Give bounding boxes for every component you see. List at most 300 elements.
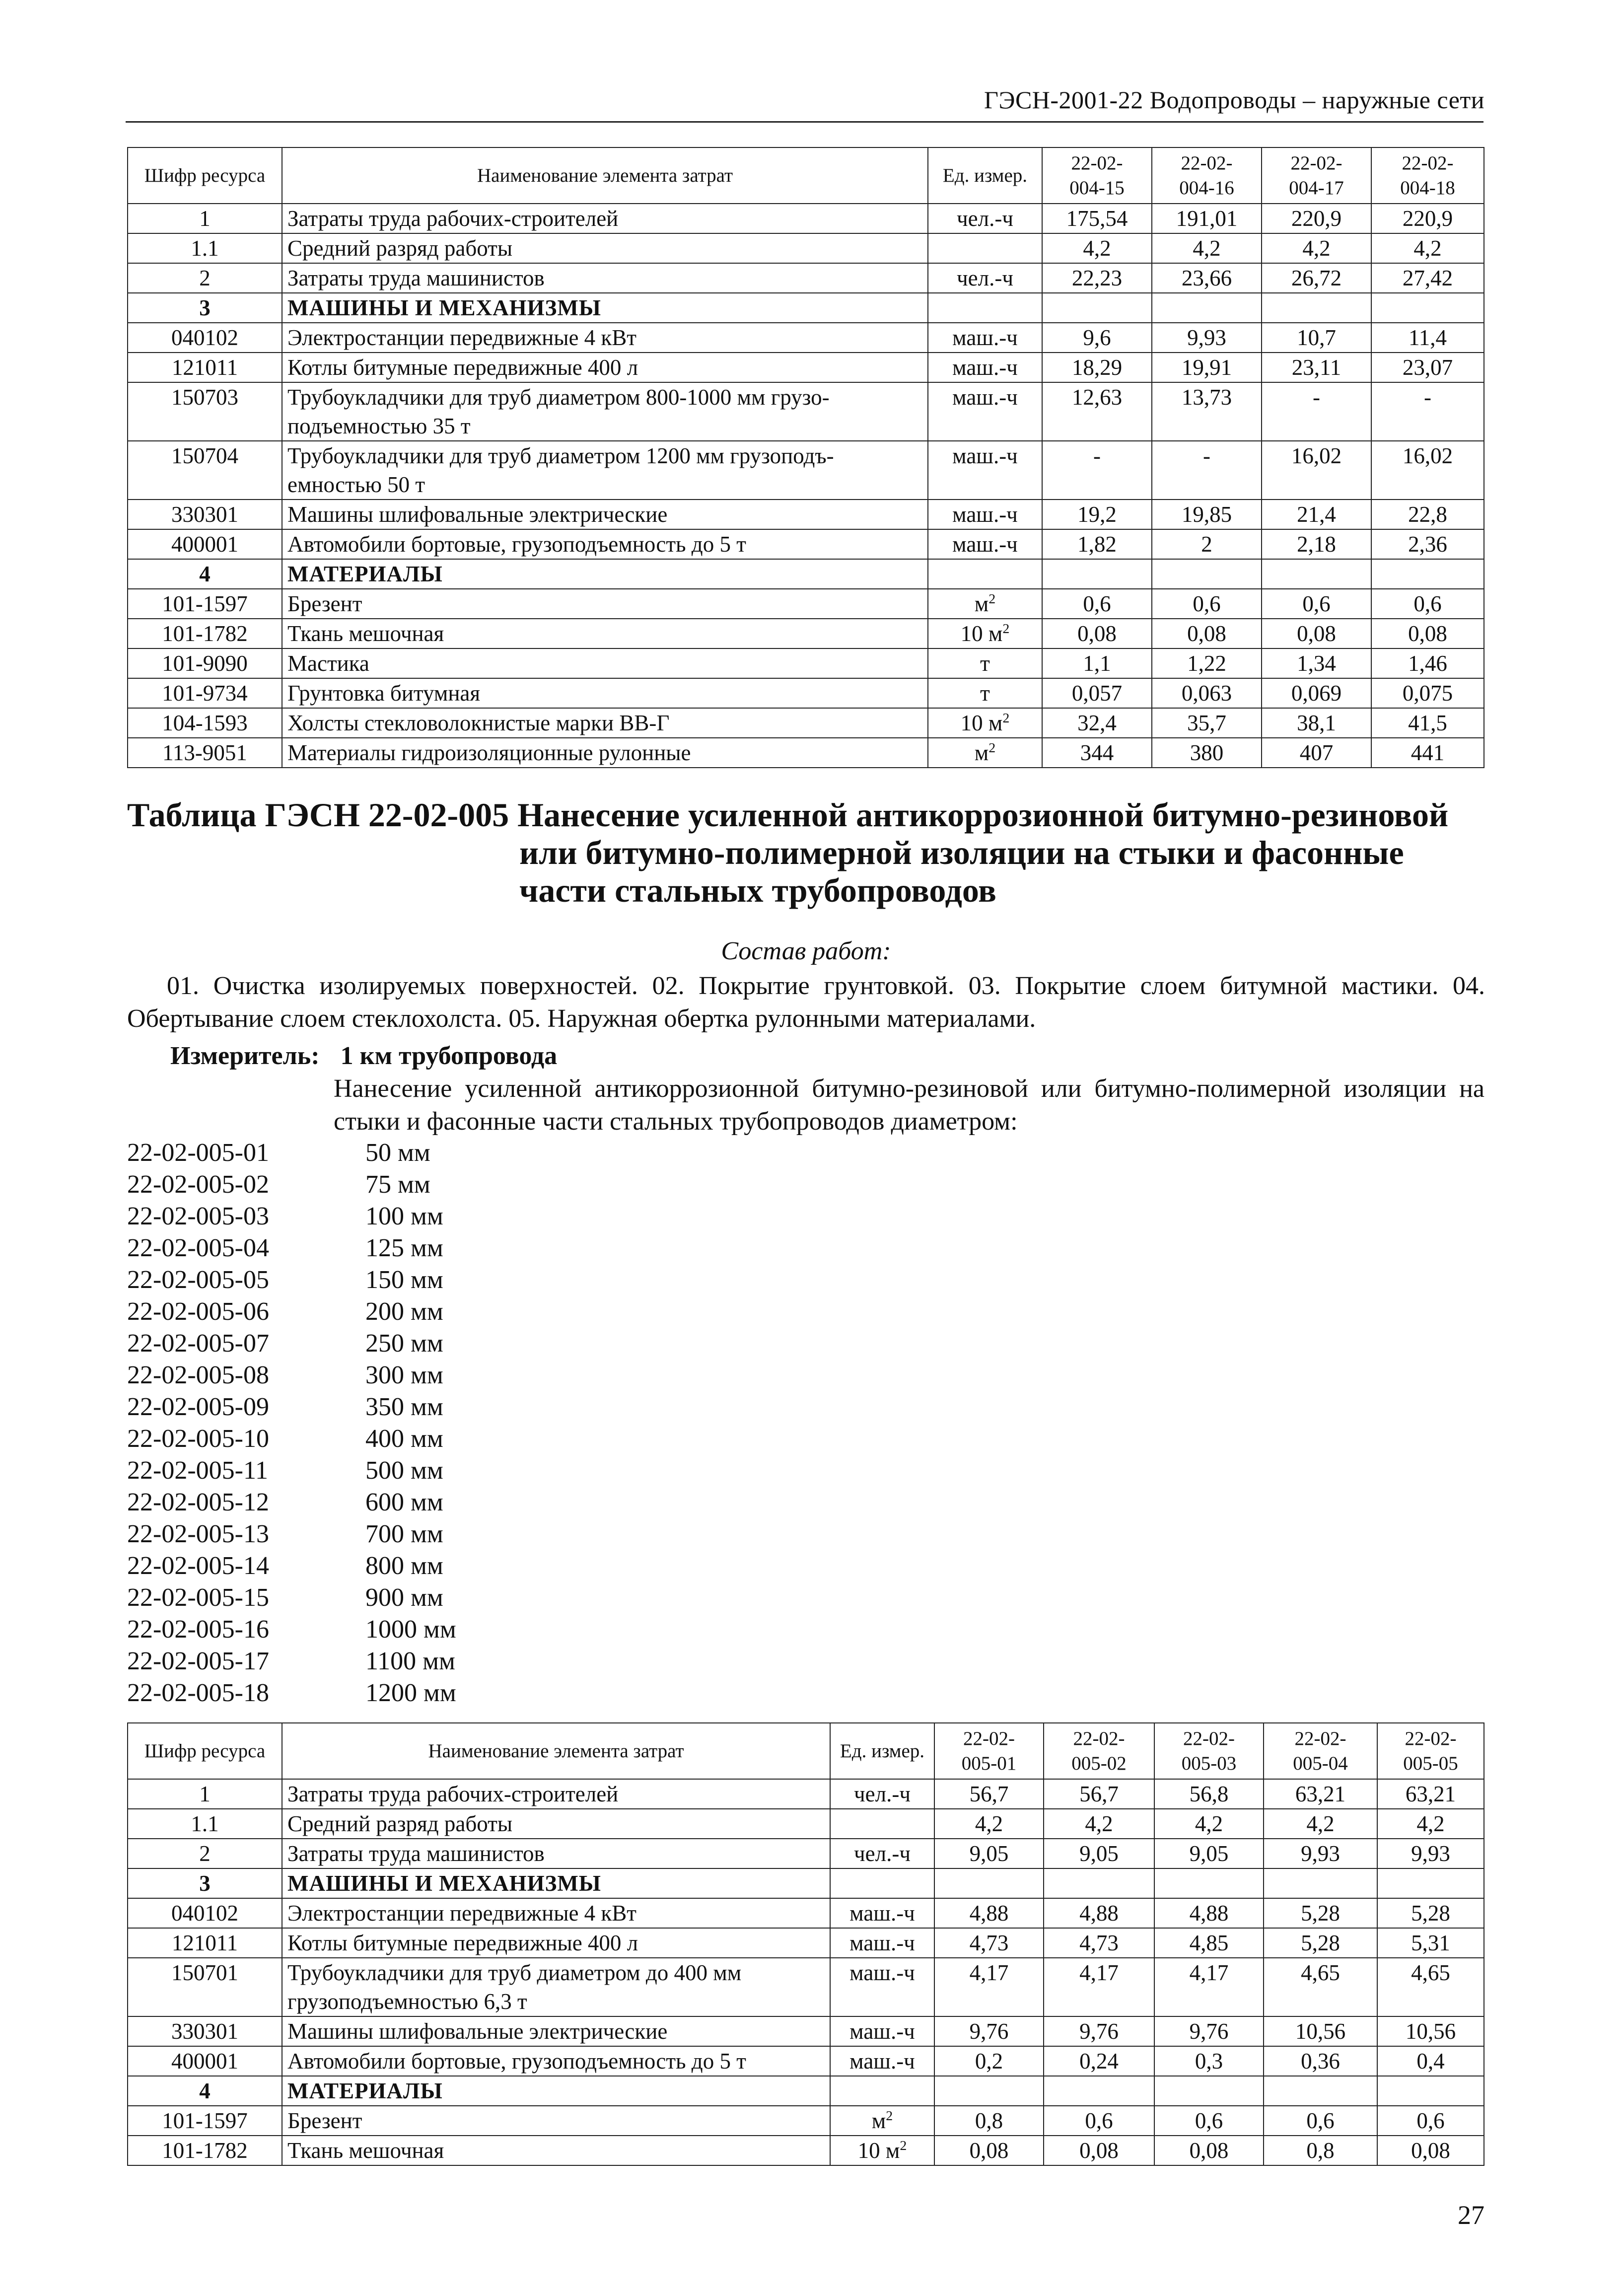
table-row bbox=[128, 589, 1484, 619]
value-cell: 9,05 bbox=[934, 1839, 1044, 1868]
unit-text: маш.-ч bbox=[849, 1960, 915, 1985]
unit-cell bbox=[928, 500, 1042, 529]
header-norm-line1: 22-02- bbox=[1071, 152, 1123, 174]
value-cell: 22,23 bbox=[1042, 263, 1152, 293]
header-cost-element: Наименование элемента затрат bbox=[282, 147, 928, 204]
value-cell: 0,4 bbox=[1377, 2046, 1484, 2076]
unit-cell bbox=[928, 233, 1042, 263]
unit-text: маш.-ч bbox=[849, 1931, 915, 1955]
cost-element-cell: Котлы битумные передвижные 400 л bbox=[282, 353, 928, 382]
pipe-diameter: 125 мм bbox=[365, 1234, 443, 1262]
norm-code: 22-02-005-01 bbox=[127, 1139, 269, 1167]
value-cell: 5,31 bbox=[1377, 1928, 1484, 1958]
value-cell: 56,8 bbox=[1154, 1779, 1264, 1809]
table-row bbox=[128, 323, 1484, 353]
value-cell: 0,8 bbox=[934, 2106, 1044, 2136]
table-row bbox=[128, 233, 1484, 263]
section-title-line2: или битумно-полимерной изоляции на стыки и фасонные bbox=[519, 834, 1404, 871]
list-item bbox=[127, 1582, 723, 1614]
norm-code: 22-02-005-07 bbox=[127, 1329, 269, 1358]
unit-text: маш.-ч bbox=[952, 502, 1018, 527]
resource-code-cell: 400001 bbox=[128, 529, 282, 559]
value-cell: 1,46 bbox=[1371, 648, 1484, 678]
unit-text: маш.-ч bbox=[952, 385, 1018, 410]
resource-code-cell: 3 bbox=[128, 293, 282, 323]
value-cell: 63,21 bbox=[1264, 1779, 1377, 1809]
value-cell: 1,22 bbox=[1152, 648, 1262, 678]
value-cell: 5,28 bbox=[1264, 1928, 1377, 1958]
value-cell: - bbox=[1371, 382, 1484, 412]
header-norm-line1: 22-02- bbox=[1402, 152, 1454, 174]
meter-label: Измеритель: bbox=[170, 1042, 320, 1070]
unit-cell bbox=[928, 559, 1042, 589]
value-cell: 9,76 bbox=[934, 2016, 1044, 2046]
value-cell: 0,08 bbox=[1042, 619, 1152, 648]
value-cell: 19,2 bbox=[1042, 500, 1152, 529]
value-cell bbox=[1154, 2076, 1264, 2106]
value-cell: 38,1 bbox=[1262, 708, 1371, 738]
value-cell: 0,6 bbox=[1152, 589, 1262, 619]
value-cell bbox=[1262, 412, 1371, 441]
table-row bbox=[128, 2136, 1484, 2165]
resource-table-005 bbox=[127, 1722, 1484, 2166]
header-norm-line2: 005-04 bbox=[1293, 1752, 1348, 1774]
value-cell: 4,65 bbox=[1377, 1958, 1484, 1987]
table-row bbox=[128, 1779, 1484, 1809]
unit-text: м bbox=[974, 740, 989, 765]
resource-code-cell: 1.1 bbox=[128, 233, 282, 263]
value-cell: 0,6 bbox=[1262, 589, 1371, 619]
value-cell: 4,88 bbox=[934, 1898, 1044, 1928]
pipe-diameter: 1100 мм bbox=[365, 1647, 455, 1675]
value-cell: 175,54 bbox=[1042, 204, 1152, 233]
table-row bbox=[128, 2046, 1484, 2076]
value-cell bbox=[1262, 293, 1371, 323]
value-cell: 9,05 bbox=[1154, 1839, 1264, 1868]
header-norm-line1: 22-02- bbox=[1181, 152, 1233, 174]
value-cell: 12,63 bbox=[1042, 382, 1152, 412]
unit-cell bbox=[928, 353, 1042, 382]
resource-code-cell: 2 bbox=[128, 263, 282, 293]
pipe-diameter: 1000 мм bbox=[365, 1615, 456, 1644]
cost-element-cell: МАТЕРИАЛЫ bbox=[282, 2076, 830, 2106]
table-row-continuation bbox=[128, 1987, 1484, 2016]
norm-code: 22-02-005-13 bbox=[127, 1520, 269, 1548]
value-cell: 0,36 bbox=[1264, 2046, 1377, 2076]
unit-text: т bbox=[980, 651, 990, 676]
table-row bbox=[128, 2016, 1484, 2046]
value-cell: 4,88 bbox=[1044, 1898, 1154, 1928]
value-cell: 4,17 bbox=[934, 1958, 1044, 1987]
meter-value: 1 км трубопровода bbox=[340, 1042, 558, 1070]
cost-element-cell: Ткань мешочная bbox=[282, 619, 928, 648]
composition-heading: Состав работ: bbox=[721, 937, 891, 965]
header-norm-line1: 22-02- bbox=[1183, 1727, 1235, 1749]
table-row bbox=[128, 529, 1484, 559]
value-cell: 4,17 bbox=[1154, 1958, 1264, 1987]
value-cell bbox=[1042, 412, 1152, 441]
unit-exponent: 2 bbox=[900, 2138, 907, 2153]
value-cell: 0,2 bbox=[934, 2046, 1044, 2076]
section-title bbox=[127, 796, 1485, 909]
unit-text: чел.-ч bbox=[957, 266, 1013, 290]
unit-text: чел.-ч bbox=[957, 206, 1013, 231]
composition-text: 01. Очистка изолируемых поверхностей. 02. Покрытие грунтовкой. 03. Покрытие слоем битумной мастики. 04. Обертывание слоем стеклохолста. 05. Наружная обертка рулонными материалами. bbox=[127, 972, 1485, 1033]
unit-text: маш.-ч bbox=[952, 443, 1018, 468]
unit-cell bbox=[928, 619, 1042, 648]
resource-code-cell: 4 bbox=[128, 559, 282, 589]
cost-element-cell: Грунтовка битумная bbox=[282, 678, 928, 708]
cost-element-cell: Трубоукладчики для труб диаметром до 400 мм bbox=[282, 1958, 830, 1987]
value-cell bbox=[1264, 1987, 1377, 2016]
header-norm-column bbox=[1154, 1723, 1264, 1779]
resource-code-cell bbox=[128, 470, 282, 500]
unit-cell bbox=[830, 2106, 934, 2136]
norm-code: 22-02-005-06 bbox=[127, 1297, 269, 1326]
resource-code-cell: 121011 bbox=[128, 1928, 282, 1958]
unit-text: маш.-ч bbox=[849, 1901, 915, 1926]
value-cell bbox=[1371, 412, 1484, 441]
header-norm-line2: 005-02 bbox=[1071, 1752, 1127, 1774]
unit-cell bbox=[928, 470, 1042, 500]
norm-code: 22-02-005-02 bbox=[127, 1170, 269, 1199]
table-row bbox=[128, 738, 1484, 768]
value-cell: 5,28 bbox=[1377, 1898, 1484, 1928]
norm-code: 22-02-005-04 bbox=[127, 1234, 269, 1262]
value-cell: 9,76 bbox=[1154, 2016, 1264, 2046]
value-cell: 0,8 bbox=[1264, 2136, 1377, 2165]
cost-element-cell: Средний разряд работы bbox=[282, 233, 928, 263]
cost-element-cell: Материалы гидроизоляционные рулонные bbox=[282, 738, 928, 768]
value-cell: 56,7 bbox=[1044, 1779, 1154, 1809]
unit-cell bbox=[830, 2136, 934, 2165]
resource-code-cell: 040102 bbox=[128, 1898, 282, 1928]
header-cost-element: Наименование элемента затрат bbox=[282, 1723, 830, 1779]
value-cell: 441 bbox=[1371, 738, 1484, 768]
norm-code: 22-02-005-14 bbox=[127, 1552, 269, 1580]
cost-element-cell: Автомобили бортовые, грузоподъемность до 5 т bbox=[282, 529, 928, 559]
cost-element-cell: МАШИНЫ И МЕХАНИЗМЫ bbox=[282, 293, 928, 323]
unit-cell bbox=[928, 708, 1042, 738]
cost-element-cell: МАТЕРИАЛЫ bbox=[282, 559, 928, 589]
value-cell: 4,73 bbox=[934, 1928, 1044, 1958]
resource-table-004 bbox=[127, 147, 1484, 768]
header-norm-column bbox=[1152, 147, 1262, 204]
norm-code: 22-02-005-16 bbox=[127, 1615, 269, 1644]
value-cell: 21,4 bbox=[1262, 500, 1371, 529]
list-item bbox=[127, 1232, 723, 1264]
norm-code: 22-02-005-05 bbox=[127, 1266, 269, 1294]
unit-cell bbox=[928, 293, 1042, 323]
table-row bbox=[128, 1809, 1484, 1839]
cost-element-cell: Средний разряд работы bbox=[282, 1809, 830, 1839]
value-cell: 9,6 bbox=[1042, 323, 1152, 353]
value-cell: 0,6 bbox=[1042, 589, 1152, 619]
value-cell: 0,6 bbox=[1044, 2106, 1154, 2136]
pipe-diameter: 700 мм bbox=[365, 1520, 443, 1548]
list-item bbox=[127, 1550, 723, 1582]
section-row bbox=[128, 2076, 1484, 2106]
cost-element-cell: Автомобили бортовые, грузоподъемность до 5 т bbox=[282, 2046, 830, 2076]
value-cell: 13,73 bbox=[1152, 382, 1262, 412]
value-cell: 26,72 bbox=[1262, 263, 1371, 293]
list-item bbox=[127, 1169, 723, 1201]
cost-element-cell: Электростанции передвижные 4 кВт bbox=[282, 1898, 830, 1928]
table-row bbox=[128, 2106, 1484, 2136]
cost-element-cell: Электростанции передвижные 4 кВт bbox=[282, 323, 928, 353]
unit-cell bbox=[830, 1898, 934, 1928]
unit-cell bbox=[830, 1868, 934, 1898]
table-row-continuation bbox=[128, 412, 1484, 441]
cost-element-cell: Брезент bbox=[282, 2106, 830, 2136]
value-cell: 220,9 bbox=[1262, 204, 1371, 233]
table-row bbox=[128, 353, 1484, 382]
value-cell: 344 bbox=[1042, 738, 1152, 768]
list-item bbox=[127, 1360, 723, 1391]
resource-code-cell: 2 bbox=[128, 1839, 282, 1868]
header-norm-column bbox=[1371, 147, 1484, 204]
list-item bbox=[127, 1455, 723, 1487]
section-row bbox=[128, 1868, 1484, 1898]
pipe-diameter: 50 мм bbox=[365, 1139, 430, 1167]
meter-line bbox=[170, 1041, 557, 1071]
value-cell bbox=[1044, 2076, 1154, 2106]
value-cell bbox=[1042, 470, 1152, 500]
cost-element-cell: Мастика bbox=[282, 648, 928, 678]
value-cell bbox=[1152, 470, 1262, 500]
unit-cell bbox=[928, 204, 1042, 233]
resource-code-cell: 150701 bbox=[128, 1958, 282, 1987]
resource-code-cell: 101-9090 bbox=[128, 648, 282, 678]
value-cell: 0,08 bbox=[934, 2136, 1044, 2165]
table-row bbox=[128, 678, 1484, 708]
resource-code-cell: 1 bbox=[128, 204, 282, 233]
list-item bbox=[127, 1423, 723, 1455]
value-cell: 4,2 bbox=[1154, 1809, 1264, 1839]
header-norm-line2: 004-17 bbox=[1289, 177, 1344, 199]
value-cell: 5,28 bbox=[1264, 1898, 1377, 1928]
cost-element-cell-continued: емностью 50 т bbox=[282, 470, 928, 500]
list-item bbox=[127, 1614, 723, 1646]
value-cell bbox=[1152, 559, 1262, 589]
table-row bbox=[128, 1928, 1484, 1958]
pipe-diameter: 250 мм bbox=[365, 1329, 443, 1358]
value-cell: 4,17 bbox=[1044, 1958, 1154, 1987]
resource-code-cell: 1 bbox=[128, 1779, 282, 1809]
value-cell: 9,05 bbox=[1044, 1839, 1154, 1868]
norm-code: 22-02-005-18 bbox=[127, 1679, 269, 1707]
header-norm-column bbox=[1042, 147, 1152, 204]
value-cell: 10,56 bbox=[1377, 2016, 1484, 2046]
header-norm-line1: 22-02- bbox=[1290, 152, 1342, 174]
unit-cell bbox=[928, 738, 1042, 768]
header-norm-line1: 22-02- bbox=[1294, 1727, 1346, 1749]
resource-code-cell bbox=[128, 412, 282, 441]
value-cell: 9,93 bbox=[1152, 323, 1262, 353]
resource-code-cell: 101-9734 bbox=[128, 678, 282, 708]
unit-cell bbox=[830, 1809, 934, 1839]
value-cell bbox=[1262, 470, 1371, 500]
norm-code: 22-02-005-15 bbox=[127, 1583, 269, 1612]
unit-cell bbox=[830, 2046, 934, 2076]
value-cell: 2 bbox=[1152, 529, 1262, 559]
value-cell: 0,6 bbox=[1377, 2106, 1484, 2136]
value-cell: 63,21 bbox=[1377, 1779, 1484, 1809]
value-cell: 23,66 bbox=[1152, 263, 1262, 293]
value-cell: 220,9 bbox=[1371, 204, 1484, 233]
unit-text: маш.-ч bbox=[952, 532, 1018, 557]
value-cell: 0,08 bbox=[1044, 2136, 1154, 2165]
resource-code-cell: 1.1 bbox=[128, 1809, 282, 1839]
unit-text: маш.-ч bbox=[952, 325, 1018, 350]
unit-text: т bbox=[980, 681, 990, 706]
resource-code-cell: 4 bbox=[128, 2076, 282, 2106]
cost-element-cell: Затраты труда машинистов bbox=[282, 1839, 830, 1868]
unit-text: чел.-ч bbox=[854, 1782, 911, 1806]
cost-element-cell: Трубоукладчики для труб диаметром 800-1000 мм грузо- bbox=[282, 382, 928, 412]
cost-element-cell: Затраты труда машинистов bbox=[282, 263, 928, 293]
resource-code-cell: 3 bbox=[128, 1868, 282, 1898]
header-norm-column bbox=[1044, 1723, 1154, 1779]
resource-code-cell: 150703 bbox=[128, 382, 282, 412]
value-cell bbox=[1371, 559, 1484, 589]
resource-code-cell: 101-1782 bbox=[128, 2136, 282, 2165]
table-header-row bbox=[128, 1723, 1484, 1779]
cost-element-cell-continued: подъемностью 35 т bbox=[282, 412, 928, 441]
header-norm-column bbox=[934, 1723, 1044, 1779]
value-cell: 0,069 bbox=[1262, 678, 1371, 708]
norm-code: 22-02-005-11 bbox=[127, 1456, 269, 1485]
pipe-diameter: 900 мм bbox=[365, 1583, 443, 1612]
page-number: 27 bbox=[1458, 2200, 1484, 2230]
table-row bbox=[128, 1958, 1484, 1987]
value-cell: 41,5 bbox=[1371, 708, 1484, 738]
header-norm-line1: 22-02- bbox=[1073, 1727, 1125, 1749]
unit-text: чел.-ч bbox=[854, 1841, 911, 1866]
table-row bbox=[128, 204, 1484, 233]
resource-code-cell: 101-1597 bbox=[128, 589, 282, 619]
section-title-line3: части стальных трубопроводов bbox=[519, 871, 996, 909]
table-row bbox=[128, 441, 1484, 470]
resource-code-cell bbox=[128, 1987, 282, 2016]
running-header: ГЭСН-2001-22 Водопроводы – наружные сети bbox=[984, 86, 1484, 114]
value-cell: 0,063 bbox=[1152, 678, 1262, 708]
pipe-diameter: 800 мм bbox=[365, 1552, 443, 1580]
value-cell: 2,18 bbox=[1262, 529, 1371, 559]
unit-cell bbox=[928, 648, 1042, 678]
unit-text: маш.-ч bbox=[849, 2019, 915, 2044]
list-item bbox=[127, 1201, 723, 1232]
cost-element-cell: Брезент bbox=[282, 589, 928, 619]
cost-element-cell-continued: грузоподъемностью 6,3 т bbox=[282, 1987, 830, 2016]
value-cell: 22,8 bbox=[1371, 500, 1484, 529]
value-cell: - bbox=[1262, 382, 1371, 412]
resource-code-cell: 150704 bbox=[128, 441, 282, 470]
cost-element-cell: Машины шлифовальные электрические bbox=[282, 2016, 830, 2046]
value-cell bbox=[1044, 1987, 1154, 2016]
table-header-row bbox=[128, 147, 1484, 204]
header-norm-line2: 005-01 bbox=[961, 1752, 1017, 1774]
list-item bbox=[127, 1677, 723, 1709]
value-cell: 380 bbox=[1152, 738, 1262, 768]
value-cell: 4,2 bbox=[1371, 233, 1484, 263]
value-cell: 4,85 bbox=[1154, 1928, 1264, 1958]
work-description: Нанесение усиленной антикоррозионной битумно-резиновой или битумно-полимерной изоляции на стыки и фасонные части стальных трубопроводов диаметром: bbox=[334, 1074, 1484, 1136]
header-resource-code: Шифр ресурса bbox=[128, 1723, 282, 1779]
header-norm-line2: 005-05 bbox=[1403, 1752, 1458, 1774]
norm-code: 22-02-005-03 bbox=[127, 1202, 269, 1230]
unit-text: 10 м bbox=[960, 621, 1003, 646]
value-cell bbox=[934, 1987, 1044, 2016]
value-cell: 11,4 bbox=[1371, 323, 1484, 353]
pipe-diameter: 100 мм bbox=[365, 1202, 443, 1230]
header-norm-line2: 004-16 bbox=[1179, 177, 1234, 199]
value-cell: 32,4 bbox=[1042, 708, 1152, 738]
unit-text: 10 м bbox=[857, 2138, 900, 2163]
list-item bbox=[127, 1264, 723, 1296]
table-row bbox=[128, 382, 1484, 412]
resource-code-cell: 113-9051 bbox=[128, 738, 282, 768]
value-cell: 27,42 bbox=[1371, 263, 1484, 293]
value-cell: 4,2 bbox=[1264, 1809, 1377, 1839]
section-row bbox=[128, 293, 1484, 323]
value-cell: 1,34 bbox=[1262, 648, 1371, 678]
norm-code: 22-02-005-10 bbox=[127, 1425, 269, 1453]
unit-exponent: 2 bbox=[989, 591, 996, 607]
value-cell: 0,6 bbox=[1154, 2106, 1264, 2136]
header-norm-line2: 004-15 bbox=[1069, 177, 1125, 199]
value-cell: 191,01 bbox=[1152, 204, 1262, 233]
unit-cell bbox=[830, 1958, 934, 1987]
value-cell: 19,91 bbox=[1152, 353, 1262, 382]
cost-element-cell: Холсты стекловолокнистые марки ВВ-Г bbox=[282, 708, 928, 738]
unit-text: 10 м bbox=[960, 711, 1003, 735]
value-cell: 1,82 bbox=[1042, 529, 1152, 559]
unit-cell bbox=[928, 263, 1042, 293]
unit-cell bbox=[928, 323, 1042, 353]
value-cell: 16,02 bbox=[1371, 441, 1484, 470]
resource-code-cell: 101-1597 bbox=[128, 2106, 282, 2136]
value-cell bbox=[1044, 1868, 1154, 1898]
value-cell bbox=[1264, 1868, 1377, 1898]
table-row bbox=[128, 619, 1484, 648]
value-cell: 4,2 bbox=[1262, 233, 1371, 263]
table-row bbox=[128, 1898, 1484, 1928]
header-norm-column bbox=[1262, 147, 1371, 204]
cost-element-cell: Трубоукладчики для труб диаметром 1200 мм грузоподъ- bbox=[282, 441, 928, 470]
table-row bbox=[128, 708, 1484, 738]
value-cell bbox=[1371, 470, 1484, 500]
value-cell bbox=[1377, 1987, 1484, 2016]
value-cell: 1,1 bbox=[1042, 648, 1152, 678]
unit-exponent: 2 bbox=[989, 740, 996, 756]
value-cell: 23,11 bbox=[1262, 353, 1371, 382]
header-rule bbox=[126, 121, 1483, 123]
value-cell: 0,08 bbox=[1152, 619, 1262, 648]
unit-text: м bbox=[871, 2108, 886, 2133]
norm-code: 22-02-005-08 bbox=[127, 1361, 269, 1389]
value-cell: 23,07 bbox=[1371, 353, 1484, 382]
value-cell bbox=[1377, 1868, 1484, 1898]
value-cell: 4,88 bbox=[1154, 1898, 1264, 1928]
cost-element-cell: Затраты труда рабочих-строителей bbox=[282, 1779, 830, 1809]
value-cell: 0,08 bbox=[1371, 619, 1484, 648]
value-cell bbox=[1152, 293, 1262, 323]
resource-code-cell: 330301 bbox=[128, 2016, 282, 2046]
unit-cell bbox=[928, 589, 1042, 619]
cost-element-cell: Котлы битумные передвижные 400 л bbox=[282, 1928, 830, 1958]
unit-cell bbox=[928, 678, 1042, 708]
